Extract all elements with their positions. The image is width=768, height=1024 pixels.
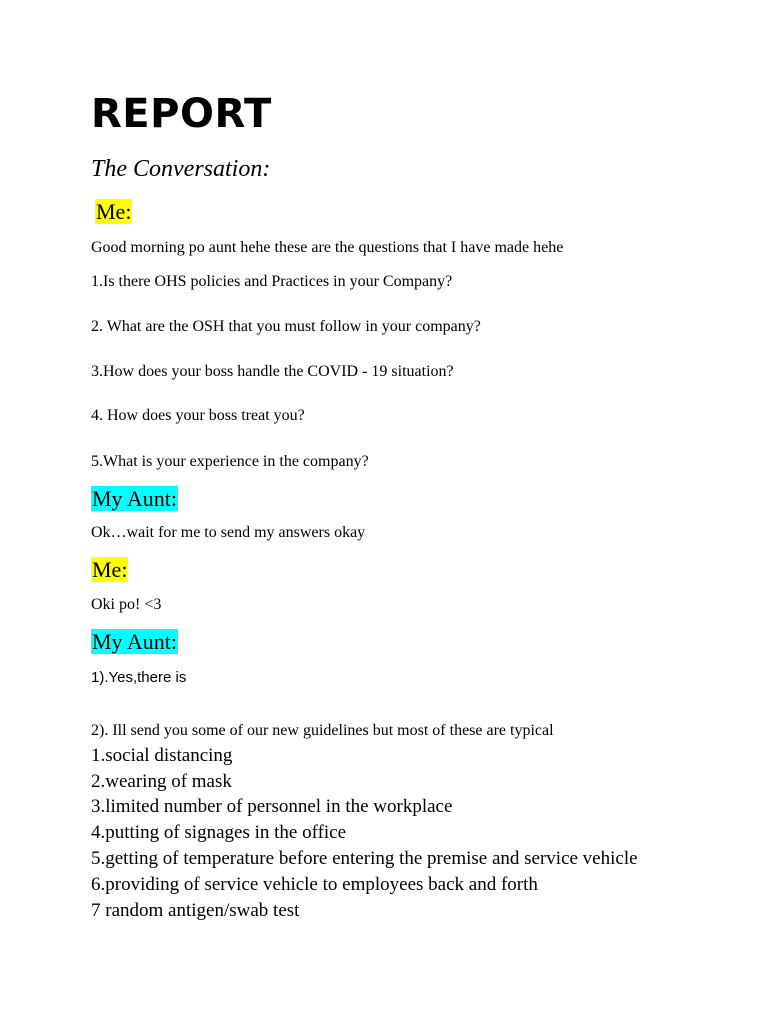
guideline-item: 2.wearing of mask (91, 771, 232, 792)
document-title: REPORT (91, 91, 272, 137)
intro-message: Good morning po aunt hehe these are the questions that I have made hehe (91, 239, 564, 256)
question-2: 2. What are the OSH that you must follow in your company? (91, 318, 481, 335)
me-reply: Oki po! <3 (91, 596, 162, 613)
guideline-item: 7 random antigen/swab test (91, 900, 300, 921)
guideline-item: 5.getting of temperature before entering the premise and service vehicle (91, 848, 638, 869)
question-1: 1.Is there OHS policies and Practices in your Company? (91, 273, 453, 290)
speaker-label: Me: (92, 557, 128, 582)
speaker-label: Me: (96, 199, 132, 224)
guideline-item: 1.social distancing (91, 745, 233, 766)
question-3: 3.How does your boss handle the COVID - 19 situation? (91, 363, 454, 380)
question-4: 4. How does your boss treat you? (91, 407, 305, 424)
answer-2-intro: 2). Ill send you some of our new guidelines but most of these are typical (91, 722, 554, 739)
question-5: 5.What is your experience in the company? (91, 453, 369, 470)
speaker-label: My Aunt: (92, 629, 177, 654)
guideline-item: 4.putting of signages in the office (91, 822, 347, 843)
aunt-reply: Ok…wait for me to send my answers okay (91, 524, 366, 541)
guideline-item: 3.limited number of personnel in the workplace (91, 796, 453, 817)
speaker-aunt-1 (91, 486, 178, 512)
speaker-me-2 (91, 557, 128, 583)
speaker-aunt-2 (91, 629, 178, 655)
speaker-label: My Aunt: (92, 486, 177, 511)
answer-1: 1).Yes,there is (91, 669, 187, 686)
conversation-heading: The Conversation: (91, 156, 271, 182)
guideline-item: 6.providing of service vehicle to employees back and forth (91, 874, 538, 895)
speaker-me-1 (95, 199, 132, 225)
